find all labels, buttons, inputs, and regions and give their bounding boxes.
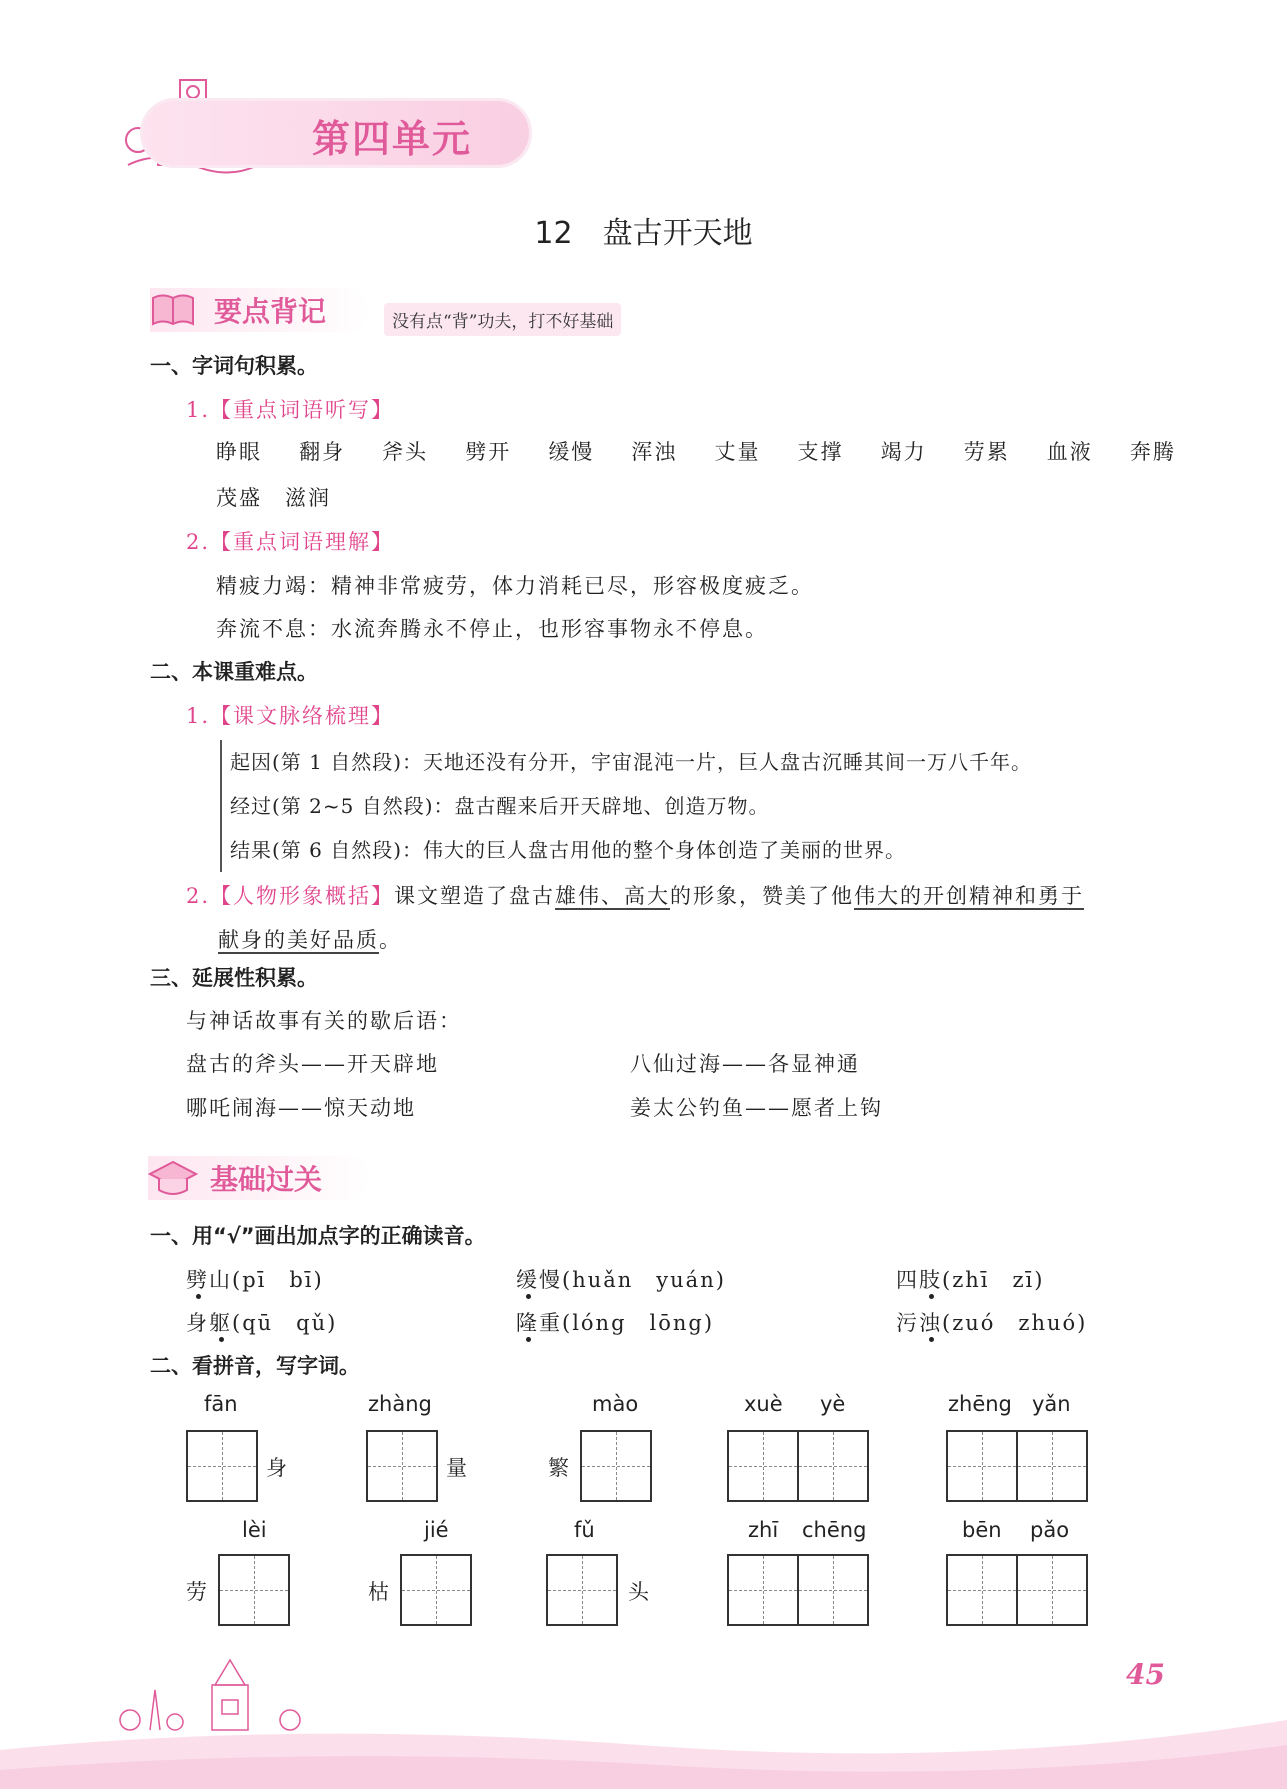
word: 缓慢 xyxy=(548,440,595,464)
word: 血液 xyxy=(1046,440,1093,464)
pinyin: lèi xyxy=(242,1518,267,1542)
given-char: 繁 xyxy=(548,1456,571,1480)
part3-heading: 三、延展性积累。 xyxy=(150,966,318,990)
outline-process: 经过(第 2~5 自然段)：盘古醒来后开天辟地、创造万物。 xyxy=(230,794,770,818)
writing-box[interactable] xyxy=(946,1554,1018,1626)
lesson-name: 盘古开天地 xyxy=(602,216,753,251)
pinyin: chēng xyxy=(802,1518,867,1542)
lesson-title xyxy=(0,208,1287,252)
pinyin: bēn xyxy=(962,1518,1002,1542)
q1-item: 污浊(zuó zhuó) xyxy=(896,1311,1088,1335)
outline-result: 结果(第 6 自然段)：伟大的巨人盘古用他的整个身体创造了美丽的世界。 xyxy=(230,838,907,862)
pinyin: mào xyxy=(592,1392,639,1416)
given-char: 劳 xyxy=(186,1580,209,1604)
word: 睁眼 xyxy=(216,440,262,464)
writing-box[interactable] xyxy=(546,1554,618,1626)
unit-title: 第四单元 xyxy=(312,117,473,161)
pinyin: xuè xyxy=(744,1392,783,1416)
word: 奔腾 xyxy=(1129,440,1176,464)
saying: 哪吒闹海——惊天动地 xyxy=(186,1096,416,1120)
word: 劳累 xyxy=(963,440,1010,464)
definition-1: 精疲力竭：精神非常疲劳，体力消耗已尽，形容极度疲乏。 xyxy=(216,574,814,598)
word: 丈量 xyxy=(714,440,761,464)
pinyin: fǔ xyxy=(574,1518,595,1542)
q1-item: 四肢(zhī zī) xyxy=(896,1268,1045,1292)
definition-2: 奔流不息：水流奔腾永不停止，也形容事物永不停息。 xyxy=(216,617,768,641)
outline-cause: 起因(第 1 自然段)：天地还没有分开，宇宙混沌一片，巨人盘古沉睡其间一万八千年。 xyxy=(230,750,1033,774)
part1-item2-label: 2.【重点词语理解】 xyxy=(186,530,395,554)
key-points-title: 要点背记 xyxy=(214,295,327,328)
q2-heading: 二、看拼音，写字词。 xyxy=(150,1354,360,1378)
writing-box[interactable] xyxy=(1016,1554,1088,1626)
word: 斧头 xyxy=(382,440,429,464)
pinyin: zhàng xyxy=(368,1392,432,1416)
given-char: 量 xyxy=(446,1456,469,1480)
lesson-number: 12 xyxy=(534,216,573,251)
given-char: 枯 xyxy=(368,1580,391,1604)
writing-box[interactable] xyxy=(218,1554,290,1626)
word: 翻身 xyxy=(299,440,346,464)
pinyin: fān xyxy=(204,1392,238,1416)
basics-title: 基础过关 xyxy=(210,1163,323,1196)
word: 茂盛 xyxy=(216,486,262,510)
word: 竭力 xyxy=(880,440,927,464)
q1-heading: 一、用“√”画出加点字的正确读音。 xyxy=(150,1224,486,1248)
part1-item1-label: 1.【重点词语听写】 xyxy=(186,398,395,422)
outline-block xyxy=(220,740,1032,872)
character-summary: 2.【人物形象概括】课文塑造了盘古雄伟、高大的形象，赞美了他伟大的开创精神和勇于 献身的美好品质。 xyxy=(186,884,1085,952)
writing-box[interactable] xyxy=(727,1554,799,1626)
pinyin: yǎn xyxy=(1032,1392,1071,1416)
writing-box[interactable] xyxy=(1016,1430,1088,1502)
key-points-note: 没有点“背”功夫，打不好基础 xyxy=(384,303,621,336)
writing-box[interactable] xyxy=(366,1430,438,1502)
given-char: 头 xyxy=(628,1580,651,1604)
graduation-cap-icon xyxy=(148,1158,198,1200)
given-char: 身 xyxy=(266,1456,289,1480)
writing-box[interactable] xyxy=(400,1554,472,1626)
writing-box[interactable] xyxy=(186,1430,258,1502)
page-number: 45 xyxy=(1126,1658,1165,1691)
pinyin: yè xyxy=(820,1392,846,1416)
saying: 姜太公钓鱼——愿者上钩 xyxy=(630,1096,883,1120)
writing-box[interactable] xyxy=(797,1430,869,1502)
pinyin: zhēng xyxy=(948,1392,1012,1416)
pinyin: jié xyxy=(424,1518,449,1542)
writing-box[interactable] xyxy=(797,1554,869,1626)
part2-item1-label: 1.【课文脉络梳理】 xyxy=(186,704,395,728)
word: 劈开 xyxy=(465,440,512,464)
writing-box[interactable] xyxy=(946,1430,1018,1502)
word: 浑浊 xyxy=(631,440,678,464)
word: 滋润 xyxy=(285,486,331,510)
q1-item: 缓慢(huǎn yuán) xyxy=(516,1268,726,1292)
q1-item: 身躯(qū qǔ) xyxy=(186,1311,338,1335)
writing-box[interactable] xyxy=(727,1430,799,1502)
q1-item: 劈山(pī bī) xyxy=(186,1268,324,1292)
book-icon xyxy=(150,290,196,330)
part1-heading: 一、字词句积累。 xyxy=(150,354,318,378)
saying: 八仙过海——各显神通 xyxy=(630,1052,860,1076)
word-list xyxy=(216,436,1176,512)
pinyin: pǎo xyxy=(1030,1518,1070,1542)
q1-item: 隆重(lóng lōng) xyxy=(516,1311,715,1335)
part2-heading: 二、本课重难点。 xyxy=(150,660,318,684)
word: 支撑 xyxy=(797,440,844,464)
part3-intro: 与神话故事有关的歇后语： xyxy=(186,1009,462,1033)
saying: 盘古的斧头——开天辟地 xyxy=(186,1052,439,1076)
pinyin: zhī xyxy=(748,1518,779,1542)
castle-illustration xyxy=(100,1650,320,1740)
writing-box[interactable] xyxy=(580,1430,652,1502)
